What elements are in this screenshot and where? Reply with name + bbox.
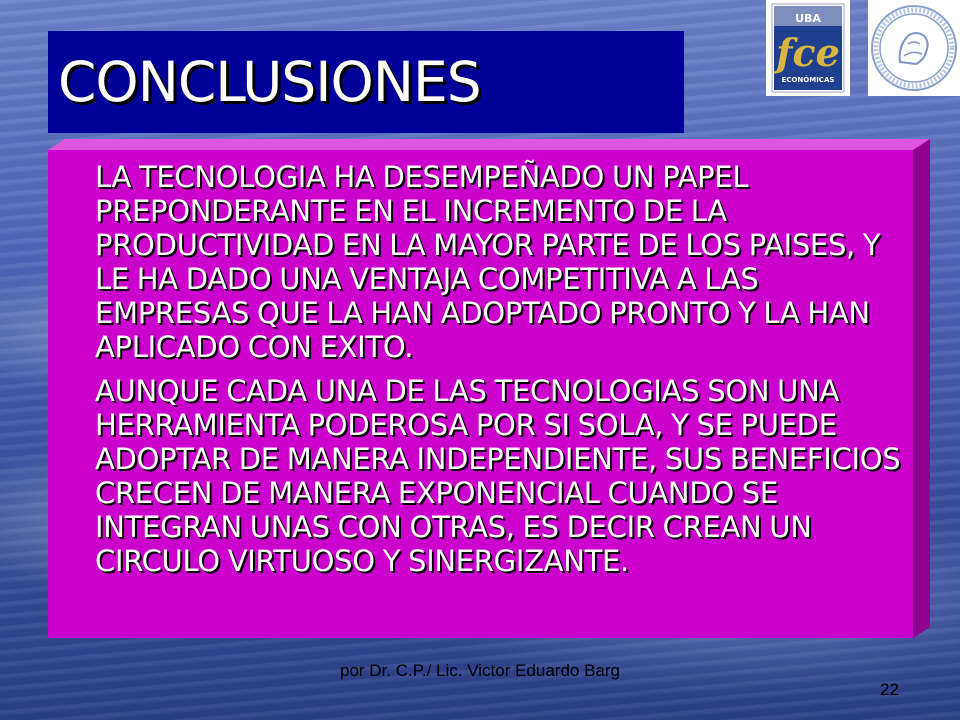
slide-title: CONCLUSIONES [58,50,481,114]
page-number: 22 [880,680,899,699]
content-box-side-face [913,139,930,638]
conclusion-paragraph-2: AUNQUE CADA UNA DE LAS TECNOLOGIAS SON UNA HERRAMIENTA PODEROSA POR SI SOLA, Y SE PUEDE ADOPTAR DE MANERA INDEPENDIENTE, SUS BENEFICIOS CRECEN DE MANERA EXPONENCIAL CUANDO SE INTEGRAN UNAS CON OTRAS, ES DECIR CREAN UN CIRCULO VIRTUOSO Y SINERGIZANTE. [95,374,901,578]
fce-logo-main-text: fce [776,30,840,75]
footer-author: por Dr. C.P./ Lic. Victor Eduardo Barg [339,661,620,680]
fce-logo-top-text: UBA [795,12,821,25]
content-text [95,160,915,588]
conclusion-paragraph-1: LA TECNOLOGIA HA DESEMPEÑADO UN PAPEL PREPONDERANTE EN EL INCREMENTO DE LA PRODUCTIVIDAD EN LA MAYOR PARTE DE LOS PAISES, Y LE HA DADO UNA VENTAJA COMPETITIVA A LAS EMPRESAS QUE LA HAN ADOPTADO PRONTO Y LA HAN APLICADO CON EXITO. [95,160,881,364]
fce-logo-bottom-text: ECONÓMICAS [781,76,835,84]
content-box-top-face [48,139,930,150]
